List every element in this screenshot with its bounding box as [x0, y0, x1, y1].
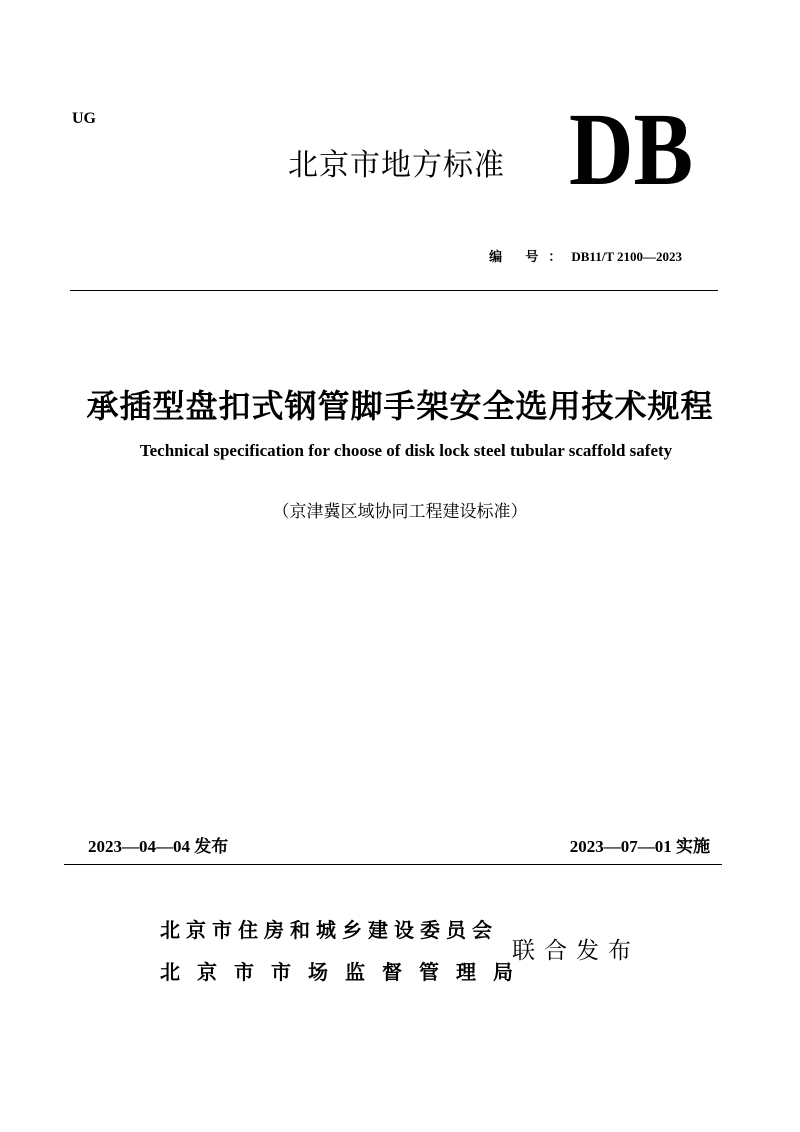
issuer-market-bureau: 北京市市场监督管理局: [160, 960, 530, 984]
standard-type: 北京市地方标准: [288, 148, 505, 183]
issue-date: 2023—04—04 发布: [88, 837, 229, 856]
ics-code: UG: [72, 110, 96, 127]
code-value: DB11/T 2100—2023: [571, 249, 682, 264]
db-logo-text: DB: [569, 92, 693, 207]
joint-issue-label: 联合发布: [512, 938, 640, 964]
standard-code: [489, 246, 682, 265]
implementation-date: 2023—07—01 实施: [569, 837, 710, 856]
document-subtitle: （京津冀区域协同工程建设标准）: [272, 502, 528, 522]
bottom-divider: [64, 864, 722, 865]
code-label: 编 号：: [489, 249, 572, 264]
top-divider: [70, 290, 718, 291]
document-title-english: Technical specification for choose of disk lock steel tubular scaffold safety: [139, 441, 673, 460]
db-logo: [568, 92, 694, 207]
document-title-chinese: 承插型盘扣式钢管脚手架安全选用技术规程: [86, 387, 714, 425]
issuer-housing-committee: 北京市住房和城乡建设委员会: [160, 918, 498, 942]
